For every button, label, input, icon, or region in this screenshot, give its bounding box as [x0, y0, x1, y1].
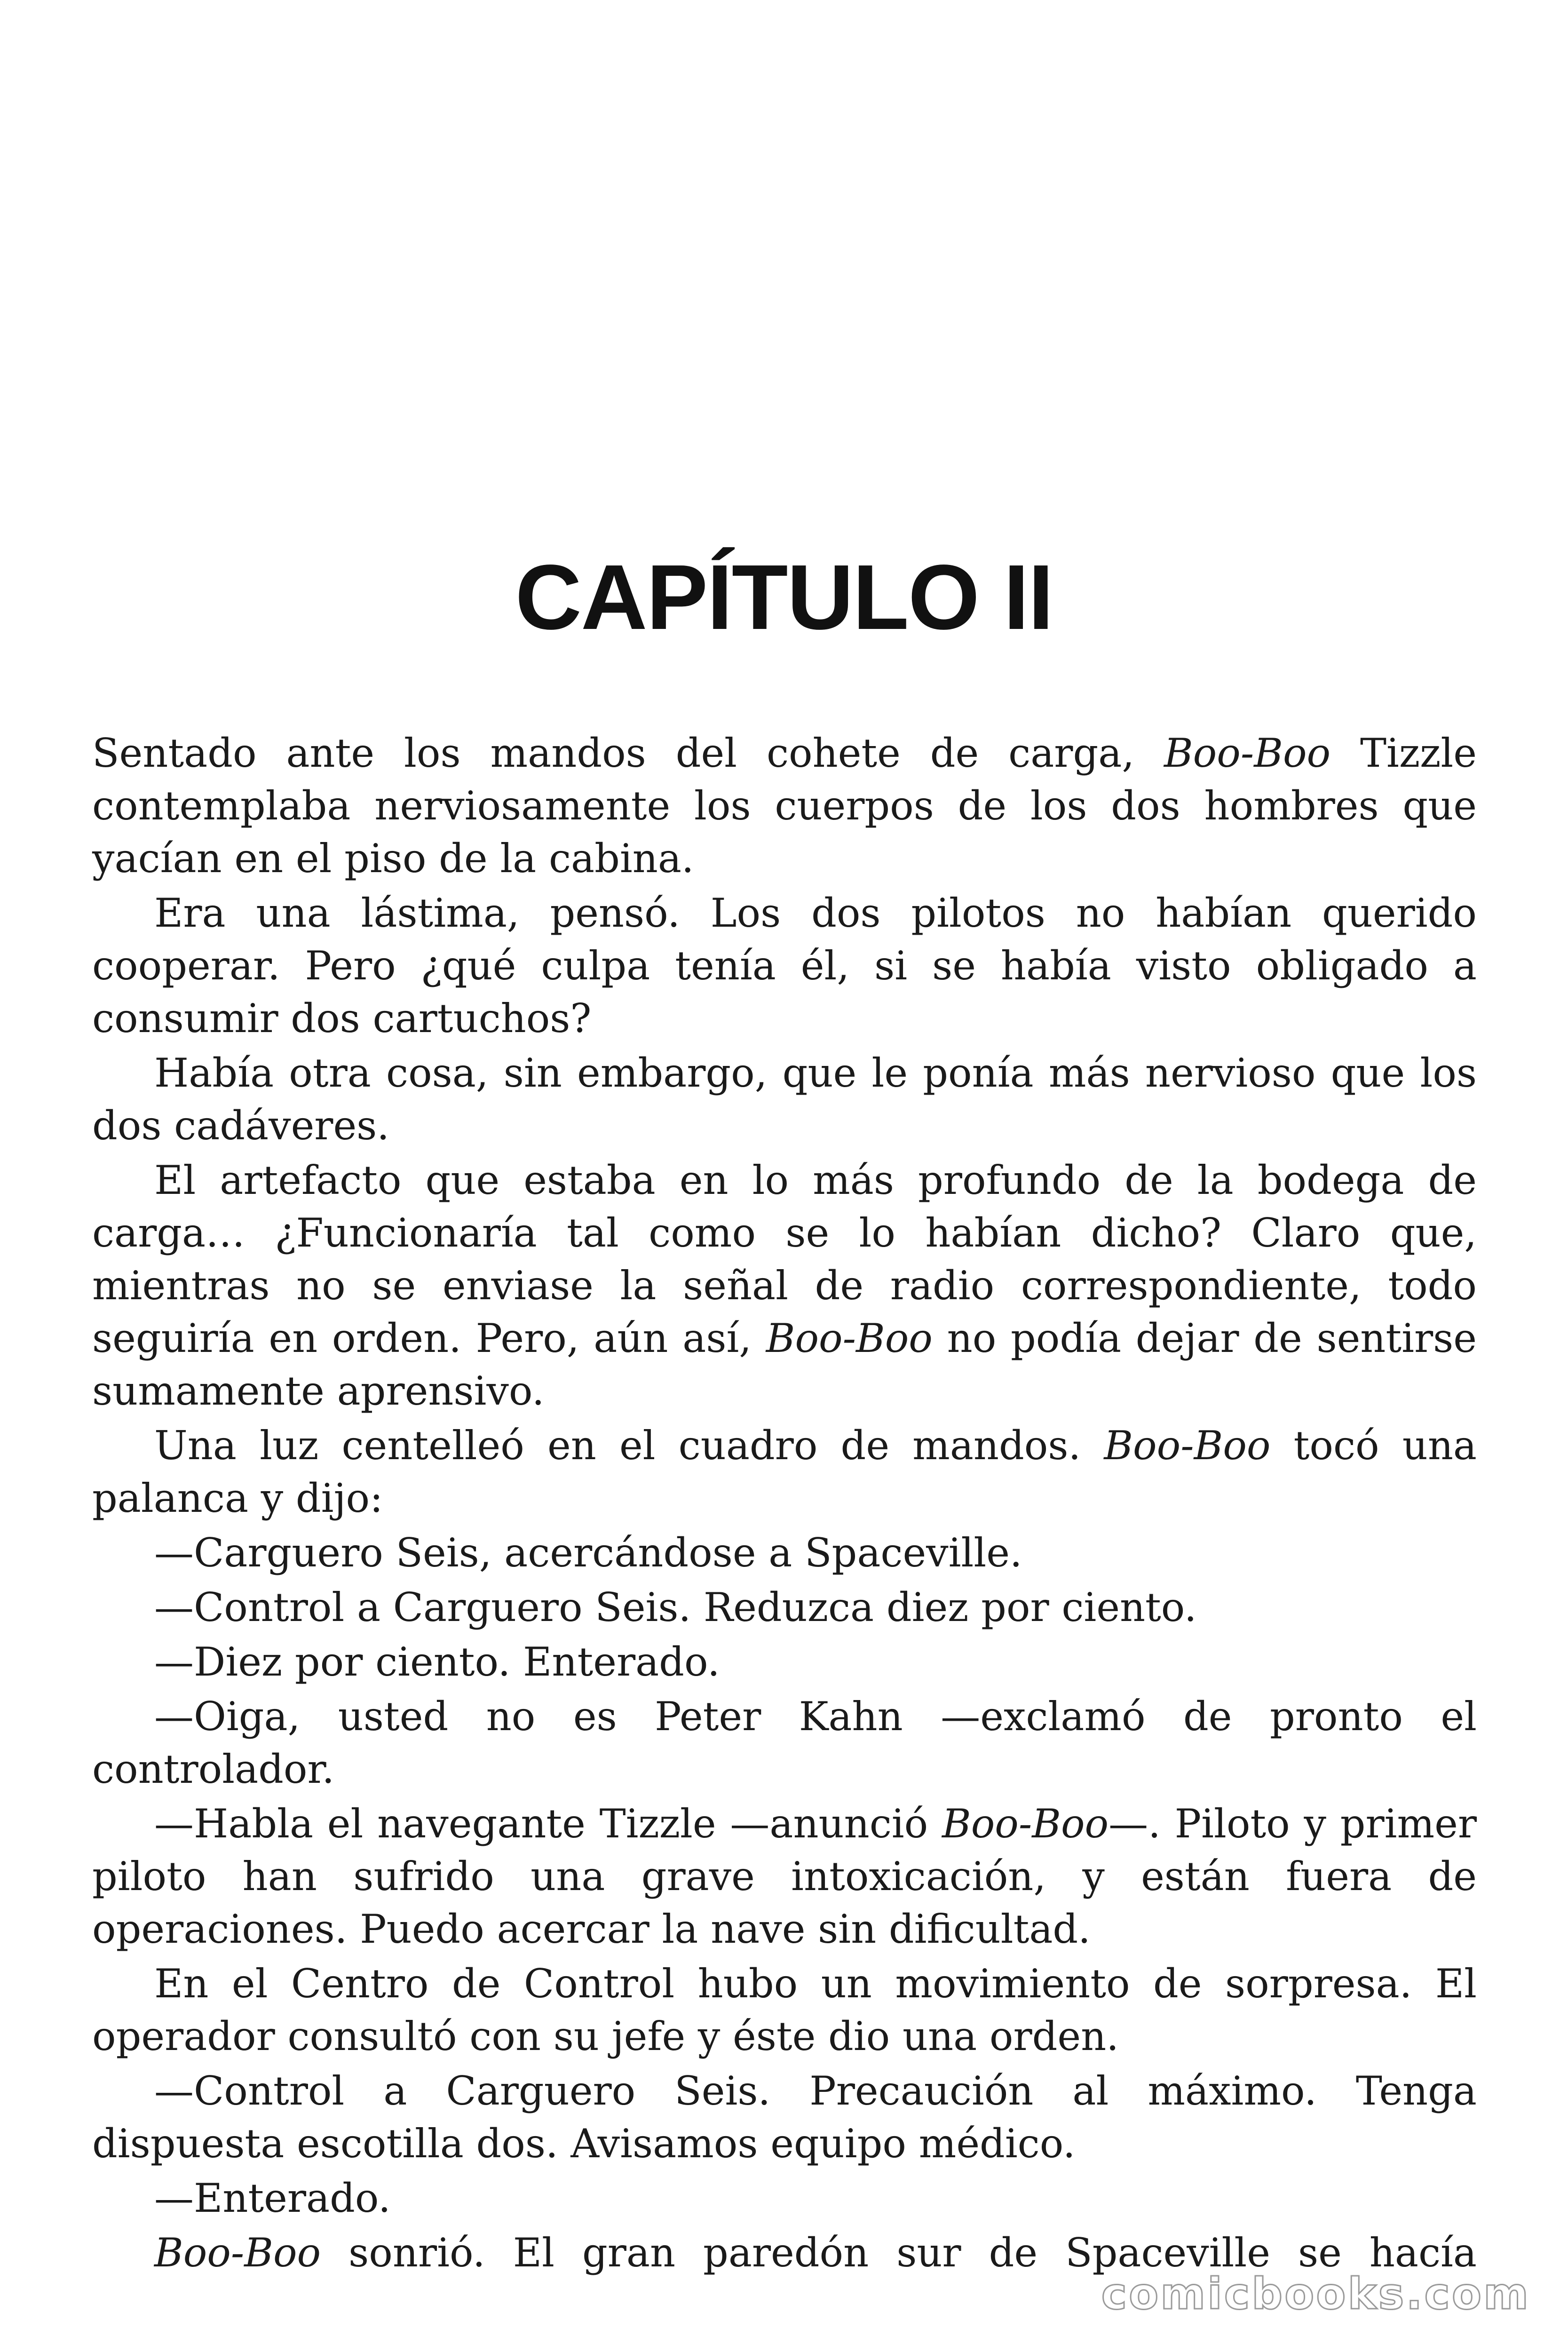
italic-name: Boo-Boo	[1104, 1422, 1271, 1469]
paragraph	[92, 1581, 1477, 1634]
text-run: —Habla el navegante Tizzle —anunció	[154, 1801, 942, 1847]
paragraph	[92, 1526, 1477, 1579]
watermark: comicbooks.com	[1101, 2269, 1530, 2319]
paragraph	[92, 2065, 1477, 2170]
text-run: —Enterado.	[154, 2175, 391, 2221]
paragraph	[92, 887, 1477, 1045]
text-run: Era una lástima, pensó. Los dos pilotos no habían querido cooperar. Pero ¿qué culpa tenía él, si se había visto obligado a consumir dos cartuchos?	[92, 890, 1477, 1041]
text-run: —Control a Carguero Seis. Precaución al máximo. Tenga dispuesta escotilla dos. Avisamos equipo médico.	[92, 2068, 1477, 2167]
italic-name: Boo-Boo	[766, 1315, 933, 1361]
text-run: Sentado ante los mandos del cohete de carga,	[92, 730, 1164, 776]
paragraph	[92, 1957, 1477, 2063]
text-run: —Diez por ciento. Enterado.	[154, 1639, 720, 1685]
chapter-title: CAPÍTULO II	[515, 546, 1053, 649]
paragraph	[92, 1797, 1477, 1955]
italic-name: Boo-Boo	[1164, 730, 1331, 776]
italic-name: Boo-Boo	[942, 1801, 1109, 1847]
text-run: —Carguero Seis, acercándose a Spaceville.	[154, 1530, 1022, 1576]
text-run: En el Centro de Control hubo un movimiento de sorpresa. El operador consultó con su jefe y éste dio una orden.	[92, 1961, 1477, 2059]
text-run: Había otra cosa, sin embargo, que le ponía más nervioso que los dos cadáveres.	[92, 1050, 1477, 1149]
paragraph	[92, 1636, 1477, 1688]
text-run: no podía dejar de sentirse sumamente aprensivo.	[92, 1315, 1477, 1414]
italic-name: Boo-Boo	[154, 2230, 321, 2276]
text-run: sonrió. El gran paredón sur de Spaceville se hacía	[321, 2230, 1477, 2276]
text-run: —. Piloto y primer piloto han sufrido una grave intoxicación, y están fuera de operaciones. Puedo acercar la nave sin dificultad.	[92, 1801, 1477, 1952]
text-run: Tizzle contemplaba nerviosamente los cuerpos de los dos hombres que yacían en el piso de la cabina.	[92, 730, 1477, 882]
paragraph	[92, 1047, 1477, 1152]
text-run: —Oiga, usted no es Peter Kahn —exclamó de pronto el controlador.	[92, 1693, 1477, 1792]
chapter-body	[92, 727, 1477, 2279]
text-run: Una luz centelleó en el cuadro de mandos.	[154, 1422, 1104, 1469]
paragraph	[92, 1154, 1477, 1417]
text-run: El artefacto que estaba en lo más profundo de la bodega de carga… ¿Funcionaría tal como se lo habían dicho? Claro que, mientras no se enviase la señal de radio correspondiente, todo seguiría en orden. Pero, aún así,	[92, 1157, 1477, 1361]
paragraph	[92, 1690, 1477, 1796]
text-run: tocó una palanca y dijo:	[92, 1422, 1477, 1521]
text-run: —Control a Carguero Seis. Reduzca diez por ciento.	[154, 1584, 1197, 1630]
paragraph	[92, 727, 1477, 885]
paragraph	[92, 2172, 1477, 2225]
paragraph	[92, 1419, 1477, 1525]
